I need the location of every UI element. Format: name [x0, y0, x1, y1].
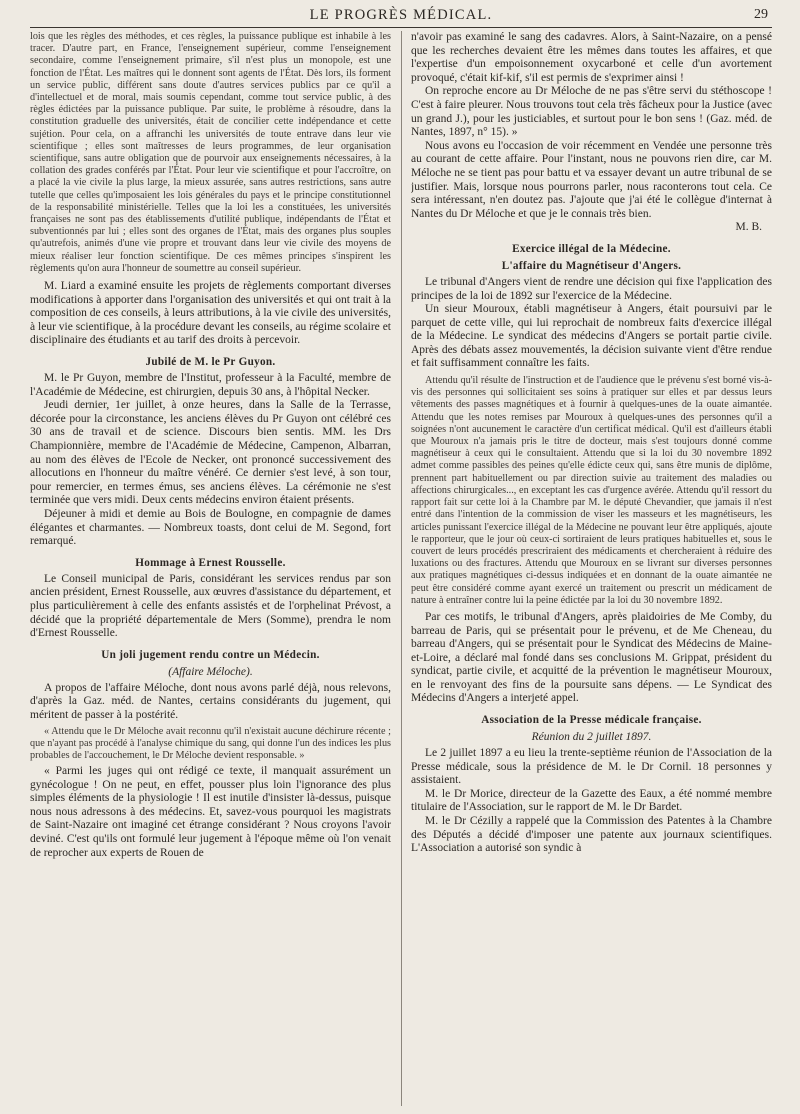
- running-title: LE PROGRÈS MÉDICAL.: [309, 7, 493, 23]
- paragraph: M. le Pr Guyon, membre de l'Institut, professeur à la Faculté, membre de l'Académie de Médecine, est chirurgien, depuis 30 ans, à l'hôpital Necker.: [30, 372, 391, 398]
- right-column: [411, 31, 772, 1106]
- paragraph: M. le Dr Cézilly a rappelé que la Commission des Patentes à la Chambre des Députés a décidé d'imposer une patente aux journaux scientifiques. L'Association a autorisé son syndic à: [411, 815, 772, 855]
- judgment-text: Attendu qu'il résulte de l'instruction et de l'audience que le prévenu s'est borné vis-à-vis des personnes qui sollicitaient ses soins à pratiquer sur elles et par dessus leurs vêtements des passes magnétiques et à fournir à quelques-unes de la ouate aimantée. Attendu que les notes remises par Mouroux à quelques-unes des personnes qu'il a soignées n'ont aucunement le caractère d'un certificat médical. Qu'il est d'ailleurs établi que Mouroux n'a jamais pris le titre de docteur, mais s'est toujours donné comme magnétiseur à ceux qui le consultaient. Attendu que si la loi du 30 novembre 1892 admet comme passibles des peines qu'elle édicte ceux qui, sans être munis de diplôme, prennent part habituellement ou par direction suivie au traitement des maladies ou affections chirurgicales..., en exceptant les cas d'urgence avérée. Attendu qu'il ressort du rapport fait sur cette loi à la Chambre par M. le député Chevandier, que jamais il n'est entré dans l'intention de la commission de viser les masseurs et les magnétiseurs, les articles punissant l'exercice illégal de la Médecine ne pouvant leur être appliqués, ajoute le rapporteur, que le jour où ceux-ci sortiraient de leurs pratiques habituelles et, sous le couvert de leurs procédés prescriraient des médicaments et chercheraient à réduire des luxations ou des fractures. Attendu que Mouroux en se livrant sur diverses personnes aux pratiques magnétiques ci-dessus indiquées et en donnant de la ouate aimantée ne peut être considéré comme ayant exercé un traitement ou prescrit un médicament de nature à entraîner contre lui la peine édictée par la loi du 30 novembre 1892.: [411, 375, 772, 606]
- columns: [30, 31, 772, 1106]
- paragraph: Un sieur Mouroux, établi magnétiseur à Angers, était poursuivi par le parquet de cette ville, qui lui reprochait de nombreux faits d'exercice illégal de la Médecine. Le syndicat des médecins d'Angers se portait partie civile. Après des débats assez mouvementés, la décision suivante vient d'être rendue et fait suffisamment connaître les faits.: [411, 303, 772, 370]
- paragraph: M. le Dr Morice, directeur de la Gazette des Eaux, a été nommé membre titulaire de l'Association, sur le rapport de M. le Dr Bardet.: [411, 787, 772, 814]
- paragraph: Déjeuner à midi et demie au Bois de Boulogne, en compagnie de dames élégantes et charmantes. — Nombreux toasts, dont celui de M. Segond, fort remarqué.: [30, 507, 391, 548]
- section-heading-line2: L'affaire du Magnétiseur d'Angers.: [501, 259, 682, 272]
- section-heading: Exercice illégal de la Médecine.: [512, 242, 671, 255]
- paragraph: Le 2 juillet 1897 a eu lieu la trente-septième réunion de l'Association de la Presse médicale, sous la présidence de M. le Dr Cornil. 18 personnes y assistaient.: [411, 747, 772, 787]
- section-subheading: Réunion du 2 juillet 1897.: [531, 731, 652, 744]
- quotation: « Attendu que le Dr Méloche avait reconnu qu'il n'existait aucune déchirure récente ; que n'ayant pas procédé à l'analyse chimique du sang, qui donne l'un des indices les plus probables de l'accouchement, le Dr Méloche devient responsable. »: [30, 725, 391, 761]
- page-number: 29: [754, 7, 768, 22]
- paragraph: lois que les règles des méthodes, et ces règles, la puissance publique est inhabile à les tracer. D'autre part, en France, l'enseignement supérieur, comme l'enseignement secondaire, comme l'enseignement primaire, s'il n'est plus un monopole, est une fonction de l'État. Les maîtres qui le donnent sont agents de l'État. Dès lors, ils forment un service public, différent sans doute d'autres services publics par ce qu'il a d'intellectuel et de moral, mais soumis cependant, comme tout service public, à des règles édictées par la puissance publique. Par suite, le problème à résoudre, dans la constitution graduelle des universités, était de concilier cette indépendance et cette sujétion. Pour cela, on a affranchi les universités de toute entrave dans leur vie scientifique ; elles sont maîtresses de leurs programmes, de leur organisation scientifique, sans autre obligation que de pourvoir aux enseignements nécessaires, à la collation des grades conférés par l'État. Pour leur vie scientifique et pour l'accroître, on a placé la vie civile la plus large, la mieux assurée, sans autres restrictions, sans autre tutelle que celles qu'imposaient les lois générales du pays et le principe constitutionnel de la responsabilité ministérielle. Telles que la loi les a constituées, les universités françaises ne sont pas des établissements d'utilité publique, indépendants de l'État et subventionnés par lui ; elles sont des organes de l'État, mais des organes plus souples qu'autrefois, animés d'une vie propre et trouvant dans leur vie civile des moyens de mieux réaliser leur fonction scientifique. De ces mêmes principes s'inspirent les règlements qu'on aura l'honneur de soumettre au conseil supérieur.: [30, 31, 391, 274]
- left-column: [30, 31, 391, 1106]
- paragraph: Jeudi dernier, 1er juillet, à onze heures, dans la Salle de la Terrasse, décorée pour la circonstance, les anciens élèves du Pr Guyon ont célébré ces 30 ans de travail et de science. Discours bien sentis. MM. les Drs Championnière, membre de l'Académie de Médecine, Campenon, Albarran, au nom des élèves de l'Ecole de Necker, ont prononcé successivement des allocutions en l'honneur du maître vénéré. Ce dernier s'est levé, à son tour, pour remercier, en termes émus, ses anciens élèves. La cérémonie ne s'est terminée que vers midi. Deux cents médecins environ étaient présents.: [30, 399, 391, 507]
- section-heading: Un joli jugement rendu contre un Médecin.: [101, 648, 320, 661]
- paragraph: On reproche encore au Dr Méloche de ne pas s'être servi du stéthoscope ! C'est à faire pleurer. Nous trouvons tout cela très fâcheux pour la Justice (avec un grand J.), pour les justiciables, et surtout pour le bon sens ! (Gaz. méd. de Nantes, 1897, n° 15). »: [411, 85, 772, 139]
- header-rule: [30, 27, 772, 28]
- paragraph: Nous avons eu l'occasion de voir récemment en Vendée une personne très au courant de cette affaire. Pour l'instant, nous ne pouvons rien dire, car M. Méloche ne se tient pas pour battu et va essayer devant un autre tribunal de se justifier. Mais, lorsque nous pourrons parler, nous raconterons tout cela. Ce sera intéressant, n'en doutez pas. J'ajoute que j'ai été le collègue d'internat à Nantes du Dr Méloche et que je le connais très bien.: [411, 139, 772, 220]
- paragraph: n'avoir pas examiné le sang des cadavres. Alors, à Saint-Nazaire, on a pensé que les recherches devaient être les mêmes dans toutes les affaires, et que l'expertise d'un empoisonnement oxycarboné et celle d'un avortement provoqué, c'était kif-kif, s'il est permis de s'exprimer ainsi !: [411, 31, 772, 84]
- column-divider: [401, 31, 402, 1106]
- section-subheading: (Affaire Méloche).: [168, 665, 253, 678]
- section-heading: Hommage à Ernest Rousselle.: [135, 556, 286, 569]
- section-heading: Association de la Presse médicale française.: [481, 714, 702, 727]
- paragraph: Par ces motifs, le tribunal d'Angers, après plaidoiries de Me Comby, du barreau de Paris, qui se présentait pour le prévenu, et de Me Cheneau, du barreau d'Angers, qui se présentait pour le Syndicat des Médecins de Maine-et-Loire, a déclaré mal fondé dans ses conclusions M. Grippat, président du syndicat, partie civile, et acquitté de la prévention le magnétiseur Mouroux, en le renvoyant des fins de la poursuite sans dépens. — Le Syndicat des Médecins d'Angers a interjeté appel.: [411, 610, 772, 705]
- signature: M. B.: [735, 221, 762, 234]
- paragraph: « Parmi les juges qui ont rédigé ce texte, il manquait assurément un gynécologue ! On ne peut, en effet, pousser plus loin l'ignorance des plus simples éléments de la physiologie ! Il est inutile d'insister là-dessus, puisque nous nous adressons à des médecins. Et, savez-vous pourquoi les magistrats de Saint-Nazaire ont imaginé cet étrange considérant ? Nous croyons l'avoir deviné. C'est qu'ils ont formulé leur jugement à l'époque même où l'on venait de reprocher aux experts de Rouen de: [30, 765, 391, 859]
- paragraph: Le tribunal d'Angers vient de rendre une décision qui fixe l'application des principes de la loi de 1892 sur l'exercice de la Médecine.: [411, 275, 772, 302]
- page-header: [30, 4, 772, 26]
- paragraph: M. Liard a examiné ensuite les projets de règlements comportant diverses modifications à apporter dans l'organisation des universités et qui ont trait à la composition de ces conseils, à leurs attributions, à la vie civile des universités, à leur vie scientifique, à la procédure devant les conseils, au régime scolaire et disciplinaire des étudiants et au tarif des droits à percevoir.: [30, 280, 391, 347]
- paragraph: A propos de l'affaire Méloche, dont nous avons parlé déjà, nous relevons, d'après la Gaz. méd. de Nantes, certains considérants du jugement, qui méritent de passer à la postérité.: [30, 681, 391, 721]
- section-heading: Jubilé de M. le Pr Guyon.: [145, 356, 276, 369]
- paragraph: Le Conseil municipal de Paris, considérant les services rendus par son ancien président, Ernest Rousselle, aux œuvres d'assistance du département, et plus particulièrement à celle des enfants assistés et de l'orphelinat Prévost, a décidé que la propriété départementale de Mers (Somme), prendra le nom d'Ernest Rousselle.: [30, 572, 391, 640]
